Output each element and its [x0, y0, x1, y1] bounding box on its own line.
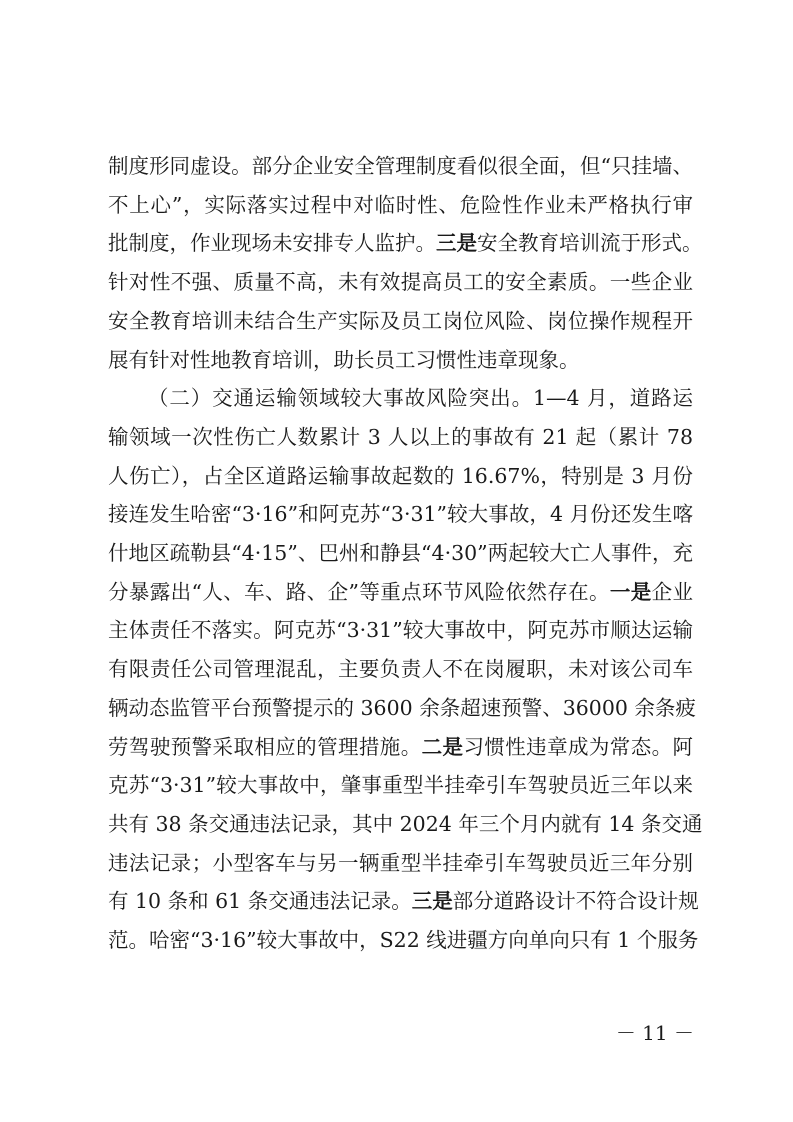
- text-run: 分暴露出“人、车、路、企”等重点环节风险依然存在。: [108, 579, 610, 604]
- bold-lead-phrase: 二是: [421, 734, 464, 759]
- text-run: 输领域一次性伤亡人数累计 3 人以上的事故有 21 起（累计 78: [108, 424, 693, 449]
- text-run: 展有针对性地教育培训，助长员工习惯性违章现象。: [108, 347, 580, 372]
- text-run: 人伤亡），占全区道路运输事故起数的 16.67%，特别是 3 月份: [108, 463, 693, 488]
- text-run: 部分道路设计不符合设计规: [452, 889, 699, 914]
- text-run: 有限责任公司管理混乱，主要负责人不在岗履职，未对该公司车: [108, 657, 693, 682]
- text-line: [108, 225, 703, 261]
- bold-lead-phrase: 三是: [411, 889, 453, 914]
- text-run: 企业: [651, 579, 694, 604]
- text-run: 有 10 条和 61 条交通违法记录。: [108, 889, 412, 914]
- text-run: 违法记录；小型客车与另一辆重型半挂牵引车驾驶员近三年分别: [108, 850, 693, 875]
- text-line: [108, 767, 693, 803]
- text-line: [108, 458, 693, 494]
- text-line: [108, 922, 699, 958]
- page-number: － 11 －: [615, 1021, 694, 1045]
- text-run: 主体责任不落实。阿克苏“3·31”较大事故中，阿克苏市顺达运输: [108, 618, 693, 643]
- bold-lead-phrase: 三是: [436, 231, 477, 256]
- text-run: 接连发生哈密“3·16”和阿克苏“3·31”较大事故，4 月份还发生喀: [108, 502, 693, 527]
- text-line: [108, 148, 693, 184]
- text-line: [108, 612, 693, 648]
- text-line: [108, 496, 693, 532]
- text-run: 针对性不强、质量不高，未有效提高员工的安全素质。一些企业: [108, 270, 693, 295]
- text-run: 安全教育培训未结合生产实际及员工岗位风险、岗位操作规程开: [108, 308, 693, 333]
- text-line: [108, 342, 693, 378]
- text-line: [108, 574, 693, 610]
- text-line: [108, 729, 693, 765]
- text-run: 劳驾驶预警采取相应的管理措施。: [108, 734, 422, 759]
- text-run: 不上心”，实际落实过程中对临时性、危险性作业未严格执行审: [108, 192, 693, 217]
- text-run: 制度形同虚设。部分企业安全管理制度看似很全面，但“只挂墙、: [108, 154, 693, 178]
- text-run: 辆动态监管平台预警提示的 3600 余条超速预警、36000 余条疲: [108, 695, 696, 720]
- text-run: 范。哈密“3·16”较大事故中，S22 线进疆方向单向只有 1 个服务: [108, 928, 699, 952]
- text-line: [148, 380, 693, 416]
- bold-lead-phrase: 一是: [609, 579, 652, 604]
- text-line: [108, 264, 693, 300]
- text-run: 共有 38 条交通违法记录，其中 2024 年三个月内就有 14 条交通: [108, 811, 703, 836]
- text-line: [108, 845, 693, 881]
- text-run: 什地区疏勒县“4·15”、巴州和静县“4·30”两起较大亡人事件，充: [108, 541, 693, 565]
- text-line: [108, 806, 703, 842]
- text-run: 克苏“3·31”较大事故中，肇事重型半挂牵引车驾驶员近三年以来: [108, 773, 693, 798]
- text-run: 安全教育培训流于形式。: [477, 231, 703, 256]
- text-line: [108, 419, 693, 455]
- text-line: [108, 651, 693, 687]
- text-line: [108, 303, 693, 339]
- text-line: [108, 690, 696, 726]
- text-line: [108, 535, 693, 571]
- text-line: [108, 187, 693, 223]
- text-line: [108, 883, 699, 919]
- text-run: 习惯性违章成为常态。阿: [463, 734, 694, 759]
- text-run: 批制度，作业现场未安排专人监护。: [108, 231, 436, 256]
- text-run: （二）交通运输领域较大事故风险突出。1—4 月，道路运: [148, 386, 693, 411]
